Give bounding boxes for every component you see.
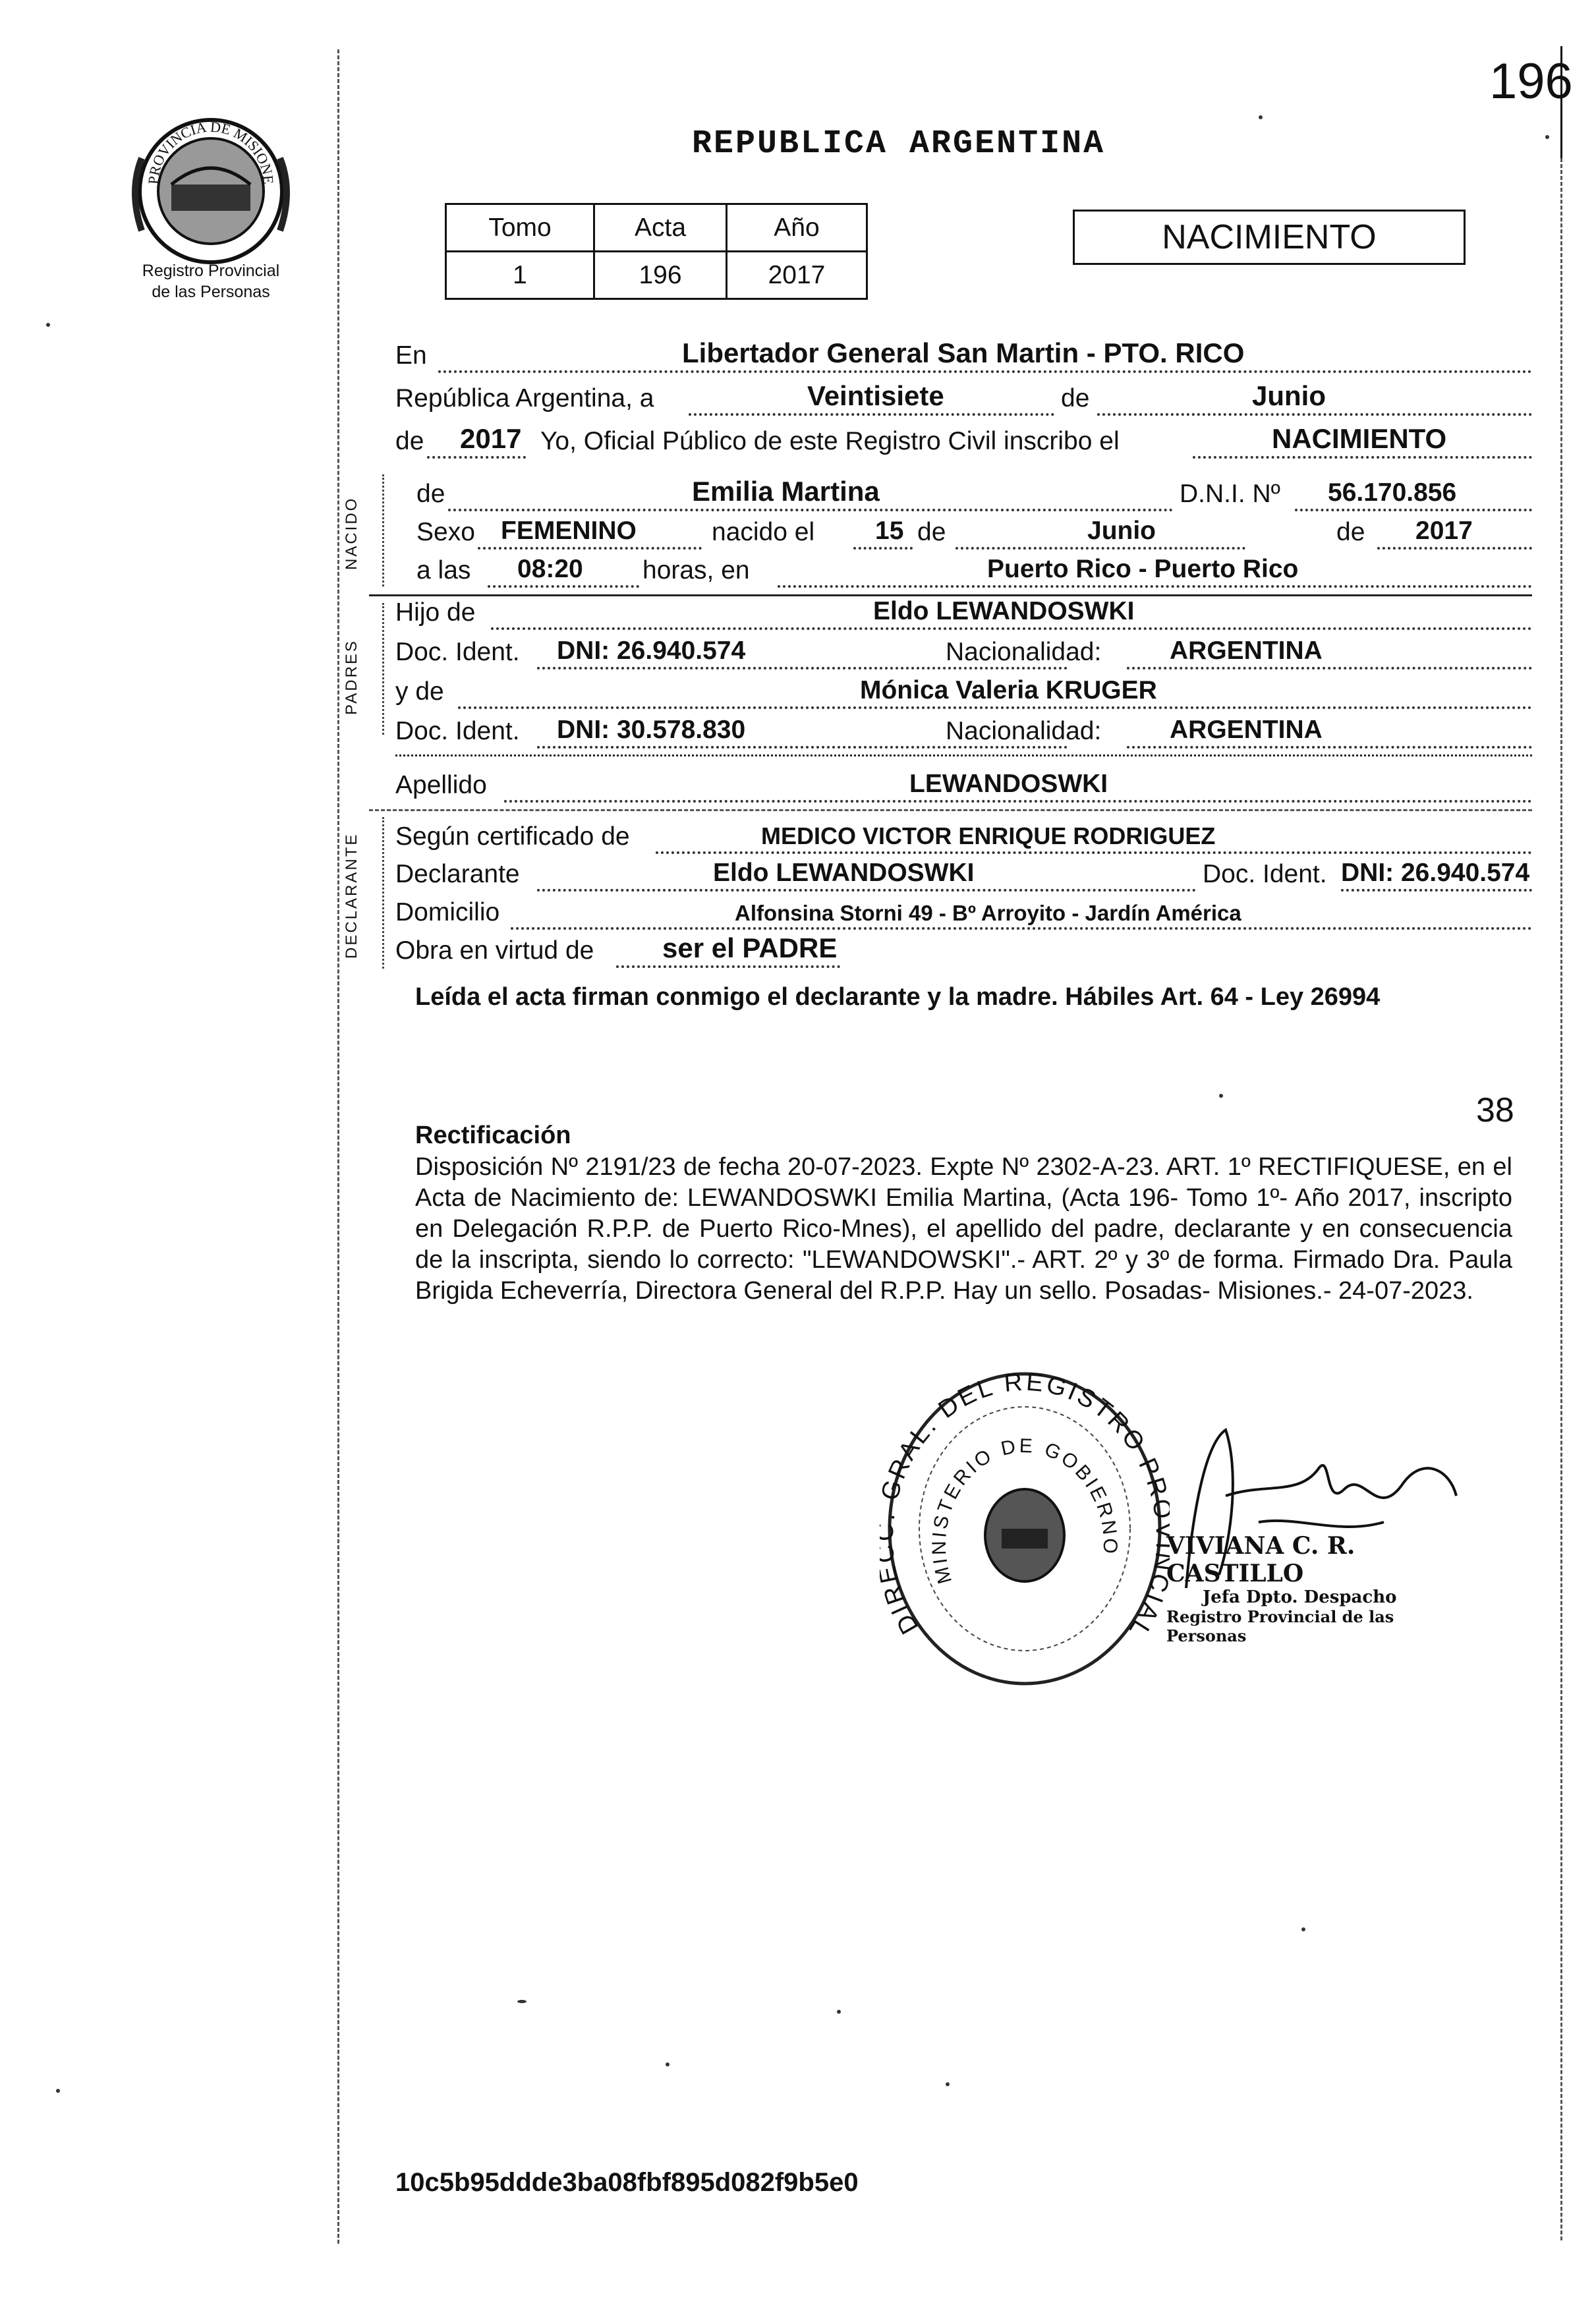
domicilio-value: Alfonsina Storni 49 - Bº Arroyito - Jardín América bbox=[735, 901, 1241, 925]
logo-caption-line1: Registro Provincial bbox=[142, 262, 280, 280]
record-table bbox=[445, 203, 868, 300]
nac-de: de bbox=[917, 518, 946, 546]
segun-label: Según certificado de bbox=[395, 822, 630, 851]
nac-mes: Junio bbox=[1087, 517, 1156, 545]
dotted-rule bbox=[616, 965, 840, 968]
line-nombre bbox=[395, 474, 1532, 518]
nombre-label: de bbox=[416, 480, 445, 508]
seal-ring-text: DIR RAL. DEL REGISTRO P IAL bbox=[880, 1368, 1168, 1643]
segun-value: MEDICO VICTOR ENRIQUE RODRIGUEZ bbox=[761, 822, 1216, 849]
dotted-rule bbox=[537, 746, 1068, 749]
scan-speck bbox=[946, 2082, 950, 2086]
nacido-bracket bbox=[382, 474, 384, 586]
nacido-label: nacido el bbox=[712, 518, 815, 546]
line-en bbox=[395, 336, 1532, 380]
dotted-rule bbox=[1295, 509, 1532, 511]
dotted-rule bbox=[689, 413, 1054, 416]
scan-speck bbox=[517, 2000, 527, 2003]
line-sexo bbox=[395, 513, 1532, 556]
declarante-label: Declarante bbox=[395, 860, 520, 888]
side-label-padres: PADRES bbox=[343, 639, 360, 715]
signer-org: Registro Provincial de las Personas bbox=[1166, 1607, 1394, 1645]
dotted-rule bbox=[537, 667, 1068, 669]
anio-header: Año bbox=[727, 204, 867, 252]
line-madre-doc bbox=[395, 712, 1532, 755]
obra-label: Obra en virtud de bbox=[395, 936, 594, 965]
dotted-rule bbox=[511, 927, 1532, 930]
scan-speck bbox=[1545, 135, 1549, 139]
mes-value: Junio bbox=[1252, 380, 1326, 411]
sexo-label: Sexo bbox=[416, 518, 475, 546]
line-oficial bbox=[395, 422, 1532, 465]
logo-caption-line2: de las Personas bbox=[152, 283, 270, 301]
footer-hash: 10c5b95ddde3ba08fbf895d082f9b5e0 bbox=[395, 2168, 859, 2197]
line-madre bbox=[395, 672, 1532, 716]
dotted-rule bbox=[488, 585, 639, 588]
dotted-rule bbox=[1127, 667, 1532, 669]
scan-speck bbox=[666, 2062, 670, 2066]
hora-label: a las bbox=[416, 556, 471, 584]
padres-bracket bbox=[382, 603, 384, 735]
tomo-header: Tomo bbox=[446, 204, 594, 252]
hora-value: 08:20 bbox=[517, 555, 583, 583]
tomo-value: 1 bbox=[446, 252, 594, 299]
record-type-box: NACIMIENTO bbox=[1073, 210, 1466, 265]
dotted-rule bbox=[853, 547, 913, 550]
acta-header: Acta bbox=[594, 204, 727, 252]
madre-doc-label: Doc. Ident. bbox=[395, 717, 520, 745]
horas-en-label: horas, en bbox=[642, 556, 750, 584]
dotted-rule bbox=[656, 851, 1532, 854]
dotted-rule bbox=[955, 547, 1245, 550]
side-label-nacido: NACIDO bbox=[343, 496, 360, 570]
en-label: En bbox=[395, 341, 427, 370]
dotted-rule bbox=[458, 706, 1532, 709]
hijo-label: Hijo de bbox=[395, 598, 476, 627]
oficial-text: Yo, Oficial Público de este Registro Civil inscribo el bbox=[540, 427, 1120, 455]
anio-value: 2017 bbox=[460, 423, 522, 454]
dotted-rule bbox=[438, 370, 1532, 373]
line-hijo bbox=[395, 593, 1532, 637]
republica-label: República Argentina, a bbox=[395, 384, 654, 412]
scan-speck bbox=[1301, 1927, 1305, 1931]
dotted-rule bbox=[478, 547, 702, 550]
dotted-rule bbox=[1097, 413, 1532, 416]
nac-anio: 2017 bbox=[1415, 517, 1473, 545]
en-value: Libertador General San Martin - PTO. RICO bbox=[682, 337, 1245, 368]
left-margin-line bbox=[337, 49, 339, 2244]
madre-doc: DNI: 30.578.830 bbox=[557, 716, 746, 744]
rectificacion-heading: Rectificación bbox=[415, 1122, 571, 1149]
madre-nac-label: Nacionalidad: bbox=[946, 717, 1102, 745]
logo-text: PROVINCIA DE MISIONE bbox=[144, 118, 277, 185]
nac-dia: 15 bbox=[875, 517, 904, 545]
line-apellido bbox=[395, 766, 1532, 809]
de-label: de bbox=[1061, 384, 1090, 412]
dotted-rule bbox=[1377, 547, 1532, 550]
registry-logo bbox=[122, 112, 300, 270]
sexo-value: FEMENINO bbox=[501, 517, 637, 545]
padre-nac: ARGENTINA bbox=[1170, 637, 1323, 665]
de-anio-label: de bbox=[395, 427, 424, 455]
padre-nac-label: Nacionalidad: bbox=[946, 638, 1102, 666]
obra-value: ser el PADRE bbox=[662, 932, 838, 963]
rectificacion-body: Disposición Nº 2191/23 de fecha 20-07-2023. Expte Nº 2302-A-23. ART. 1º RECTIFIQUESE, en el Acta de Nacimiento de: LEWANDOSWKI Emilia Martina, (Acta 196- Tomo 1º- Año 2017, inscripto en Delegación R.P.P. de Puerto Rico-Mnes), el apellido del padre, declarante y en consecuencia de la inscripta, siendo lo correcto: "LEWANDOWSKI".- ART. 2º y 3º de forma. Firmado Dra. Paula Brigida Echeverría, Directora General del R.P.P. Hay un sello. Posadas- Misiones.- 24-07-2023. bbox=[415, 1153, 1512, 1305]
nac-de2: de bbox=[1336, 518, 1365, 546]
domicilio-label: Domicilio bbox=[395, 898, 500, 926]
line-padre-doc bbox=[395, 633, 1532, 676]
acta-value: 196 bbox=[594, 252, 727, 299]
declarante-doc-label: Doc. Ident. bbox=[1203, 860, 1327, 888]
dni-label: D.N.I. Nº bbox=[1180, 480, 1280, 508]
dotted-rule bbox=[1127, 746, 1532, 749]
padre-doc: DNI: 26.940.574 bbox=[557, 637, 746, 665]
scan-speck bbox=[46, 323, 50, 327]
signature-block bbox=[1166, 1456, 1476, 1645]
dotted-rule bbox=[1193, 456, 1532, 459]
dotted-rule bbox=[504, 800, 1532, 803]
line-obra bbox=[395, 931, 1532, 975]
tipo-value: NACIMIENTO bbox=[1272, 423, 1447, 454]
apellido-label: Apellido bbox=[395, 771, 487, 799]
declarante-doc: DNI: 26.940.574 bbox=[1341, 859, 1530, 887]
seal-inner-text: MINISTERIO DE GOBIERNO bbox=[928, 1435, 1122, 1586]
declarante-bracket bbox=[382, 817, 384, 969]
section-rule bbox=[369, 809, 1532, 811]
section-rule bbox=[395, 754, 1532, 756]
dotted-rule bbox=[448, 509, 1173, 511]
logo-caption bbox=[99, 260, 323, 302]
dotted-rule bbox=[537, 889, 1196, 892]
madre-value: Mónica Valeria KRUGER bbox=[860, 676, 1157, 704]
rectificacion-number: 38 bbox=[1476, 1091, 1514, 1129]
dni-value: 56.170.856 bbox=[1328, 478, 1457, 507]
padre-value: Eldo LEWANDOSWKI bbox=[873, 597, 1135, 625]
line-republica bbox=[395, 379, 1532, 422]
side-label-declarante: DECLARANTE bbox=[343, 832, 360, 959]
dia-value: Veintisiete bbox=[807, 380, 944, 411]
dotted-rule bbox=[427, 456, 526, 459]
legal-text: Leída el acta firman conmigo el declarante y la madre. Hábiles Art. 64 - Ley 26994 bbox=[415, 983, 1381, 1011]
anio-value: 2017 bbox=[727, 252, 867, 299]
scan-speck bbox=[837, 2010, 841, 2014]
scan-speck bbox=[56, 2089, 60, 2093]
line-domicilio bbox=[395, 893, 1532, 936]
line-declarante bbox=[395, 855, 1532, 898]
lugar-value: Puerto Rico - Puerto Rico bbox=[987, 555, 1299, 583]
madre-nac: ARGENTINA bbox=[1170, 716, 1323, 744]
yde-label: y de bbox=[395, 677, 444, 706]
official-seal bbox=[880, 1364, 1170, 1693]
page-number: 196 bbox=[1489, 53, 1573, 109]
signer-role: Jefa Dpto. Despacho bbox=[1203, 1587, 1397, 1607]
dotted-rule bbox=[1341, 889, 1532, 892]
line-hora bbox=[395, 551, 1532, 594]
signer-name: VIVIANA C. R. CASTILLO bbox=[1166, 1532, 1355, 1587]
scan-speck bbox=[1219, 1094, 1223, 1098]
document-title: REPUBLICA ARGENTINA bbox=[692, 125, 1106, 163]
dotted-rule bbox=[778, 585, 1532, 588]
scan-speck bbox=[1259, 115, 1263, 119]
right-margin-line bbox=[1560, 158, 1562, 2240]
declarante-value: Eldo LEWANDOSWKI bbox=[713, 859, 975, 887]
dotted-rule bbox=[491, 627, 1532, 630]
padre-doc-label: Doc. Ident. bbox=[395, 638, 520, 666]
apellido-value: LEWANDOSWKI bbox=[909, 770, 1108, 798]
nombre-value: Emilia Martina bbox=[692, 476, 880, 507]
